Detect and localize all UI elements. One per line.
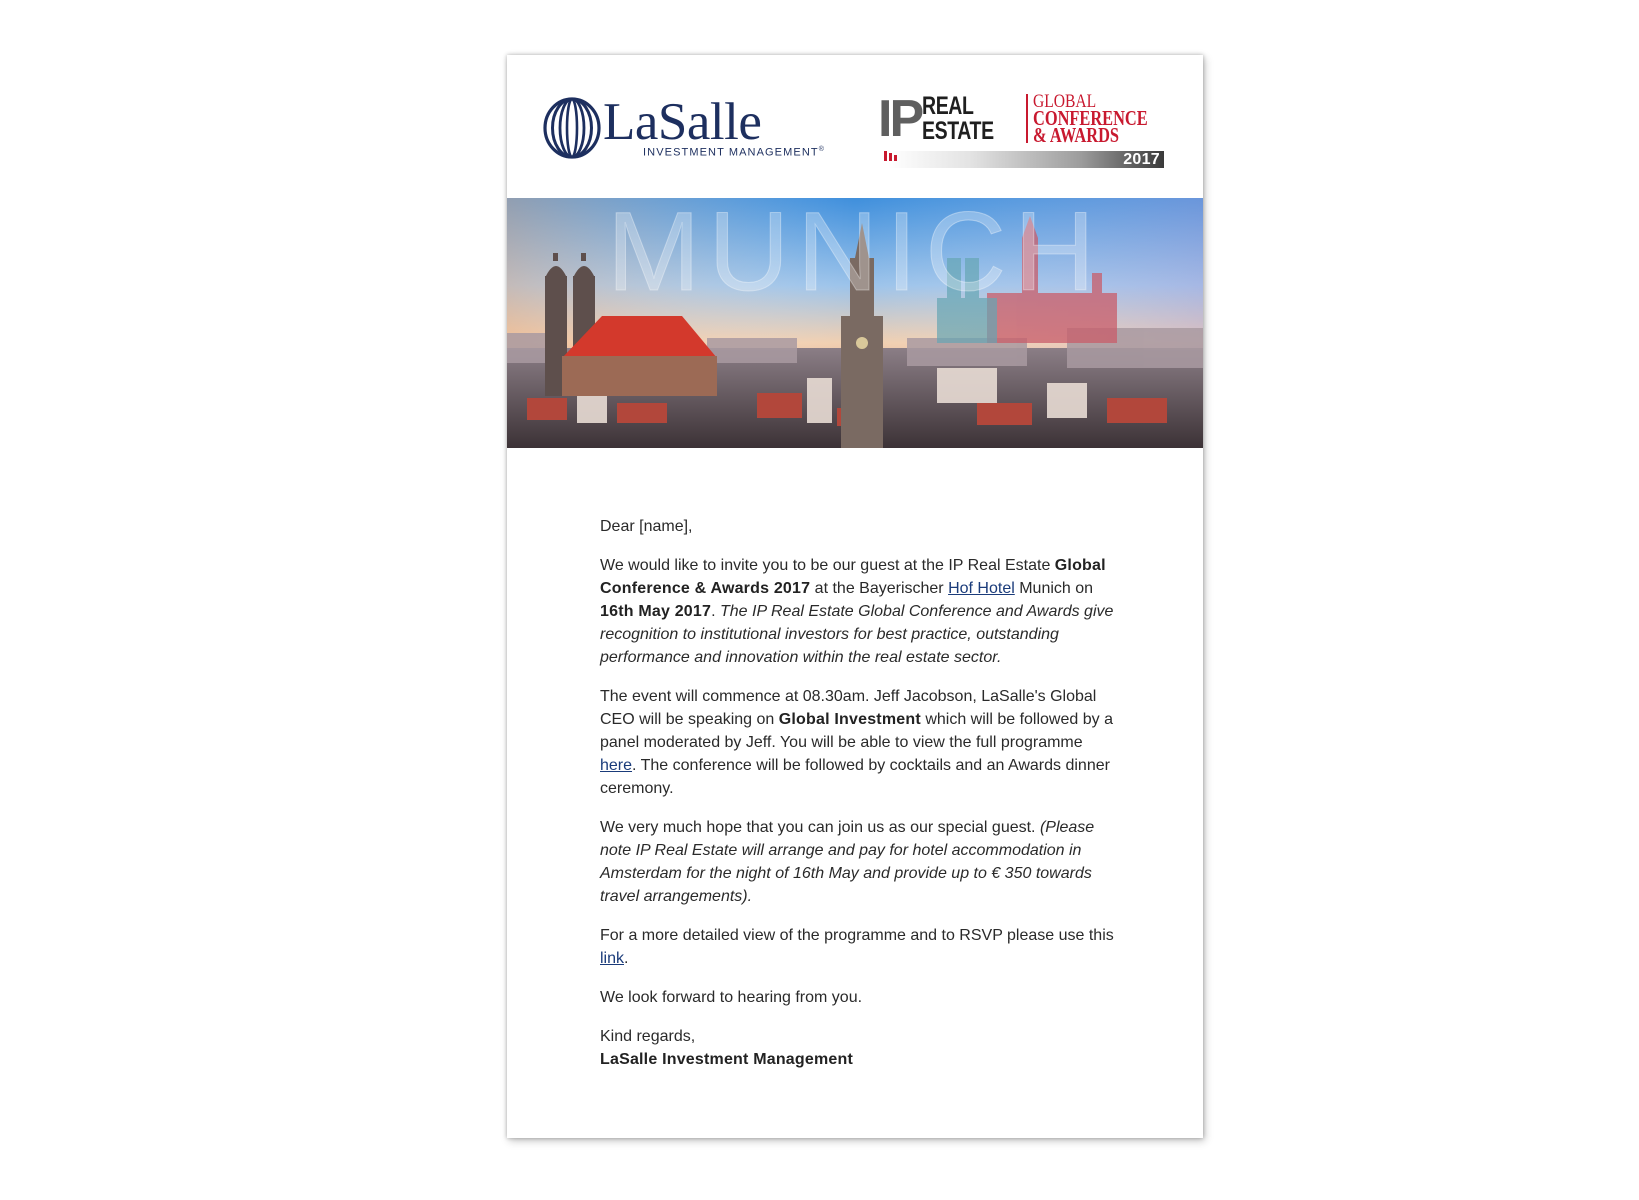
p1-text-1: We would like to invite you to be our guest at the IP Real Estate: [600, 557, 1055, 574]
paragraph-programme: [600, 685, 1120, 800]
munich-skyline-image: [507, 198, 1203, 448]
paragraph-lookforward: We look forward to hearing from you.: [600, 989, 863, 1006]
paragraph-invitation: [600, 554, 1120, 669]
event-logo-year: 2017: [1123, 151, 1160, 168]
greeting: Dear [name],: [600, 518, 693, 535]
email-header: [507, 55, 1203, 198]
event-logo-divider: [1026, 94, 1028, 143]
p2-text-3: . The conference will be followed by cocktails and an Awards dinner ceremony.: [600, 757, 1110, 797]
brand-name: LaSalle: [603, 93, 762, 151]
p1-text-4: .: [711, 603, 720, 620]
brand-tagline-text: INVESTMENT MANAGEMENT: [643, 146, 819, 159]
ip-real-estate-logo: [878, 90, 1164, 173]
event-logo-realestate: [922, 94, 994, 144]
signature: LaSalle Investment Management: [600, 1051, 853, 1068]
event-logo-awards: & AWARDS: [1033, 123, 1120, 147]
programme-link[interactable]: here: [600, 757, 633, 774]
lasalle-globe-icon: [543, 97, 601, 159]
event-logo-global: GLOBAL: [1033, 91, 1097, 112]
event-logo-ip: IP: [878, 90, 922, 148]
munich-banner: [507, 198, 1203, 448]
registered-mark: ®: [818, 146, 825, 153]
event-name: Global Conference & Awards 2017: [600, 557, 1106, 597]
event-description: The IP Real Estate Global Conference and Awards give recognition to institutional investors for best practice, outstanding performance and innovation within the real estate sector.: [600, 603, 1114, 666]
p3-text-1: We very much hope that you can join us as our special guest.: [600, 819, 1040, 836]
p2-text-2: which will be followed by a panel moderated by Jeff. You will be able to view the full programme: [600, 711, 1113, 751]
closing: Kind regards,: [600, 1028, 696, 1045]
p1-text-3: Munich on: [1014, 580, 1094, 597]
event-logo-conference: CONFERENCE: [1033, 106, 1148, 130]
event-logo-estate: ESTATE: [922, 117, 994, 145]
paragraph-rsvp: [600, 924, 1120, 970]
email-card: [507, 55, 1203, 1138]
p1-text-2: at the Bayerischer: [810, 580, 949, 597]
hotel-link[interactable]: Hof Hotel: [948, 580, 1015, 597]
rsvp-link[interactable]: link: [600, 950, 625, 967]
paragraph-guest: [600, 816, 1120, 908]
sign-off: [600, 1025, 1120, 1071]
brand-tagline: [643, 146, 825, 159]
p4-text-2: .: [624, 950, 629, 967]
lasalle-logo: [543, 93, 825, 165]
flag-icon: [884, 151, 898, 161]
event-date: 16th May 2017: [600, 603, 712, 620]
accommodation-note: (Please note IP Real Estate will arrange and pay for hotel accommodation in Amsterdam for the night of 16th May and provide up to € 350 towards travel arrangements).: [600, 819, 1095, 905]
talk-topic: Global Investment: [778, 711, 921, 728]
banner-city-word: MUNICH: [607, 198, 1103, 314]
letter-body: [600, 515, 1120, 1071]
event-logo-real: REAL: [922, 92, 974, 120]
p4-text-1: For a more detailed view of the programme and to RSVP please use this: [600, 927, 1114, 944]
p2-text-1: The event will commence at 08.30am. Jeff Jacobson, LaSalle's Global CEO will be speaking on: [600, 688, 1097, 728]
